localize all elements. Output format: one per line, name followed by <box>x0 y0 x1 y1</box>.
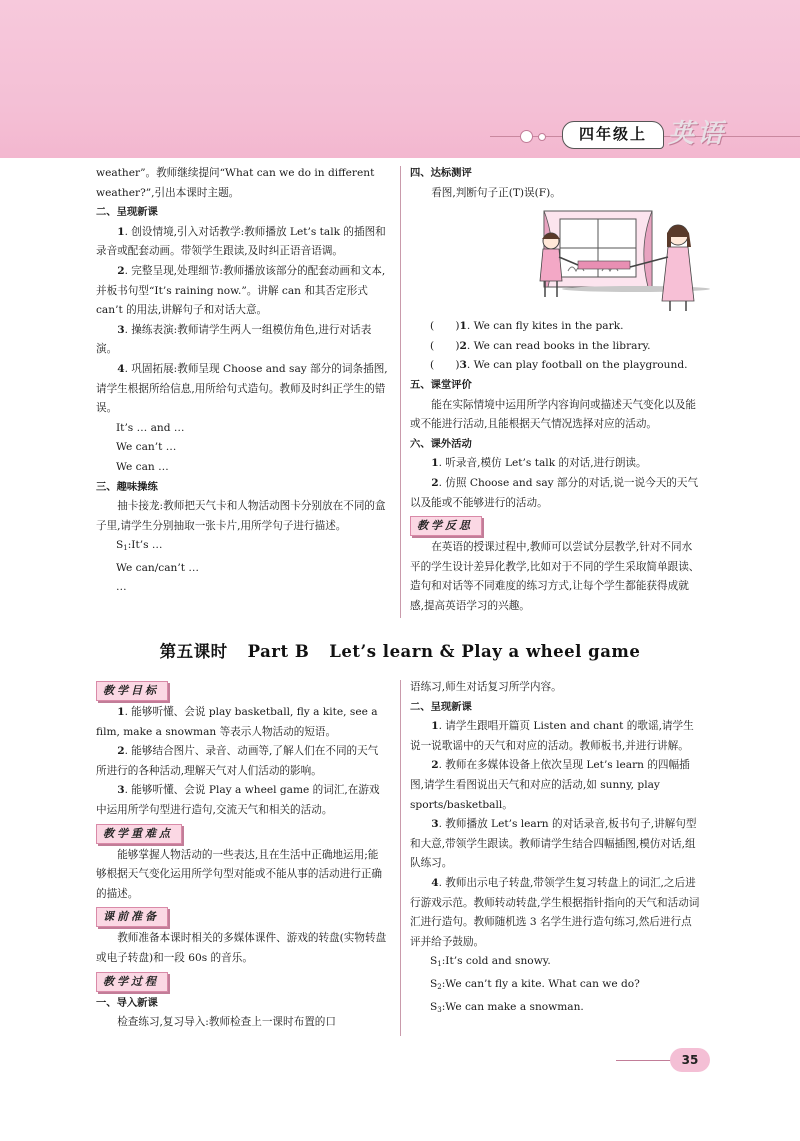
paragraph: 1. 能够听懂、会说 play basketball, fly a kite, see a film, make a snowman 等表示人物活动的短语。 <box>96 706 378 738</box>
tag-key-difficult-points: 教学重难点 <box>96 824 182 844</box>
paragraph: 看图,判断句子正(T)误(F)。 <box>431 186 561 199</box>
tag-teaching-reflection: 教学反思 <box>410 516 482 536</box>
paragraph: 2. 教师在多媒体设备上依次呈现 Let’s learn 的四幅插图,请学生看图说出天气和对应的活动,如 sunny, play sports/basketball。 <box>410 759 690 811</box>
lesson-part: Part B <box>247 642 310 661</box>
top-left-column <box>96 164 388 598</box>
bottom-right-column <box>410 678 702 1020</box>
step-number: 3 <box>117 323 125 336</box>
paragraph: 1. 听录音,模仿 Let’s talk 的对话,进行朗读。 <box>431 457 647 470</box>
tag-preparation: 课前准备 <box>96 907 168 927</box>
example-sentence: $S_1:It’s$ … <box>116 539 163 553</box>
section-heading: 三、趣味操练 <box>96 480 158 493</box>
section-heading: 一、导入新课 <box>96 996 158 1009</box>
top-right-column <box>410 164 702 617</box>
example-sentence: We can’t … <box>116 441 177 454</box>
paragraph: 2. 能够结合图片、录音、动画等,了解人们在不同的天气所进行的各种活动,理解天气对人们活动的影响。 <box>96 745 379 777</box>
quiz-item: ( )3. We can play football on the playground. <box>430 359 688 372</box>
paragraph: 语练习,师生对话复习所学内容。 <box>410 681 562 693</box>
footer-rule <box>616 1060 672 1061</box>
subject-label: 英语 <box>668 119 727 149</box>
bottom-left-column <box>96 678 388 1033</box>
paragraph: 3. 能够听懂、会说 Play a wheel game 的词汇,在游戏中运用所学句型进行造句,交流天气和相关的活动。 <box>96 784 380 816</box>
lesson-period: 第五课时 <box>159 642 228 661</box>
paragraph: 3. 教师播放 Let’s learn 的对话录音,板书句子,讲解句型和大意,带领学生跟读。教师请学生结合四幅插图,模仿对话,组队练习。 <box>410 818 697 870</box>
step-number: 2 <box>117 264 125 277</box>
step-number: 1 <box>117 225 125 238</box>
column-divider <box>400 166 401 618</box>
paragraph: 在英语的授课过程中,教师可以尝试分层教学,针对不同水平的学生设计差异化教学,比如对于不同的学生采取简单跟读、造句和对话等不同难度的练习方式,让每个学生都能获得成就感,提高英语学习的兴趣。 <box>410 541 700 612</box>
decor-circle <box>520 130 533 143</box>
paragraph: 1. 创设情境,引入对话教学:教师播放 Let’s talk 的插图和录音或配套动画。带领学生跟读,及时纠正语音语调。 <box>96 225 386 258</box>
paragraph: 抽卡接龙:教师把天气卡和人物活动图卡分别放在不同的盒子里,请学生分别抽取一张卡片,用所学句子进行描述。 <box>96 500 386 532</box>
dialogue-line: $S_1:It’s$ cold and snowy. <box>430 955 551 969</box>
decor-circle-small <box>538 133 546 141</box>
quiz-item: ( )2. We can read books in the library. <box>430 339 651 352</box>
lesson-title <box>0 638 800 662</box>
column-divider <box>400 680 401 1036</box>
paragraph: 能在实际情境中运用所学内容询问或描述天气变化以及能或不能进行活动,且能根据天气情况选择对应的活动。 <box>410 398 697 431</box>
illustration <box>518 207 718 313</box>
step-number: 4 <box>117 362 125 375</box>
section-heading: 六、课外活动 <box>410 437 472 450</box>
example-sentence: We can … <box>116 460 169 473</box>
example-sentence: We can/can’t … <box>116 561 199 574</box>
section-heading: 四、达标测评 <box>410 167 472 179</box>
quiz-item: ( )1. We can fly kites in the park. <box>430 320 624 333</box>
ellipsis: … <box>116 581 127 594</box>
paragraph: 教师准备本课时相关的多媒体课件、游戏的转盘(实物转盘或电子转盘)和一段 60s 的音乐。 <box>96 932 387 964</box>
grade-label: 四年级上 <box>562 121 664 149</box>
example-sentence: It’s … and … <box>116 421 185 434</box>
paragraph: 4. 巩固拓展:教师呈现 Choose and say 部分的词条插图,请学生根据所给信息,用所给句式造句。教师及时纠正学生的错误。 <box>96 362 388 415</box>
illustration-children-window <box>518 207 718 313</box>
section-heading: 二、呈现新课 <box>410 700 472 713</box>
dialogue-line: $S_3:We$ can make a snowman. <box>430 1000 584 1014</box>
paragraph: 2. 仿照 Choose and say 部分的对话,说一说今天的天气以及能或不能够进行的活动。 <box>410 476 699 509</box>
paragraph: 4. 教师出示电子转盘,带领学生复习转盘上的词汇,之后进行游戏示范。教师转动转盘,学生根据指针指向的天气和活动词汇进行造句。教师随机选 3 名学生进行造句练习,然后进行点评并给予鼓励。 <box>410 876 700 948</box>
section-heading: 二、呈现新课 <box>96 206 158 219</box>
paragraph: 能够掌握人物活动的一些表达,且在生活中正确地运用;能够根据天气变化运用所学句型对能或不能从事的活动进行正确的描述。 <box>96 848 383 900</box>
lesson-name: Let’s learn & Play a wheel game <box>329 642 641 661</box>
paragraph: 检查练习,复习导入:教师检查上一课时布置的口 <box>117 1016 336 1029</box>
tag-teaching-goals: 教学目标 <box>96 681 168 701</box>
page-number: 35 <box>670 1048 710 1072</box>
section-heading: 五、课堂评价 <box>410 378 472 391</box>
paragraph: weather”。教师继续提问“What can we do in different <box>96 167 375 179</box>
paragraph: 2. 完整呈现,处理细节:教师播放该部分的配套动画和文本,并板书句型“It’s raining now.”。讲解 can 和其否定形式 can’t 的用法,讲解句子和对话大意。 <box>96 264 386 317</box>
dialogue-line: $S_2:We$ can’t fly a kite. What can we do? <box>430 977 640 991</box>
paragraph: weather?”,引出本课时主题。 <box>96 186 240 199</box>
paragraph: 1. 请学生跟唱开篇页 Listen and chant 的歌谣,请学生说一说歌谣中的天气和对应的活动。教师板书,并进行讲解。 <box>410 720 694 752</box>
tag-teaching-process: 教学过程 <box>96 972 168 992</box>
paragraph: 3. 操练表演:教师请学生两人一组模仿角色,进行对话表演。 <box>96 323 372 356</box>
